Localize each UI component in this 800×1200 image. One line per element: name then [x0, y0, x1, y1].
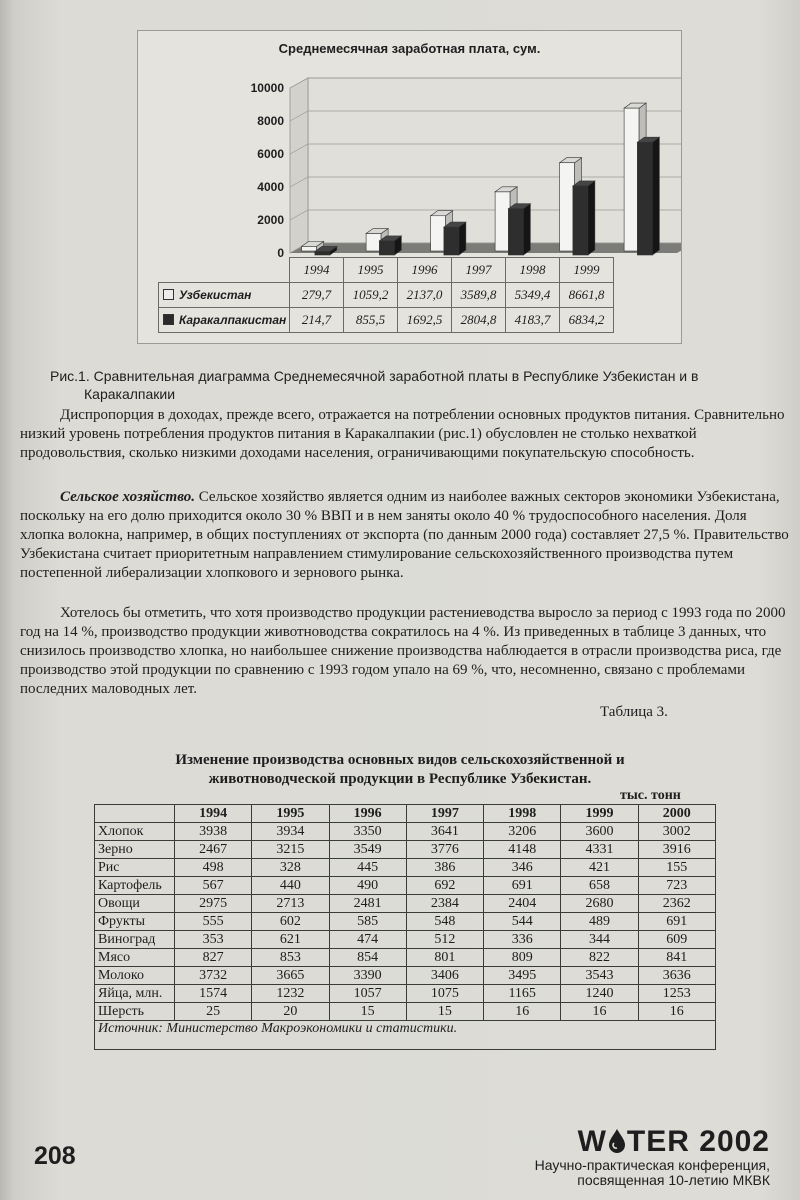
table-cell: 3776	[406, 841, 483, 859]
table-row	[95, 895, 716, 913]
table-cell: 1075	[406, 985, 483, 1003]
year-header: 1995	[252, 805, 329, 823]
table-cell: 155	[638, 859, 715, 877]
bar-front	[379, 241, 394, 255]
figure-caption	[50, 367, 790, 403]
chart-year-cell: 1999	[560, 258, 614, 283]
table-cell: 691	[638, 913, 715, 931]
bar-front	[560, 163, 575, 251]
table-cell: 3549	[329, 841, 406, 859]
table-cell: 801	[406, 949, 483, 967]
table-cell: 3934	[252, 823, 329, 841]
table-row	[95, 841, 716, 859]
paragraph-text: Хотелось бы отметить, что хотя производство продукции растениеводства выросло за период с 1993 года по 2000 год на 14 %, производство продукции животноводства сократилось на 4 %. Из приведенных в таблице 3 данных, что снизилось производство хлопка, но наибольшее снижение производства наблюдается в отрасли производства риса, где производство этой продукции по сравнению с 1993 годом упало на 69 %, что, несомненно, связано с проблемами последних маловодных лет.	[20, 605, 786, 697]
year-header: 1994	[175, 805, 252, 823]
table-cell: 1574	[175, 985, 252, 1003]
table-cell: 490	[329, 877, 406, 895]
chart-year-cell: 1997	[452, 258, 506, 283]
table-corner	[95, 805, 175, 823]
bar-front	[573, 186, 588, 255]
table-cell: 3665	[252, 967, 329, 985]
bar-front	[508, 209, 523, 255]
legend-uzbekistan	[159, 283, 290, 308]
chart-value-cell: 4183,7	[506, 308, 560, 333]
table-cell: 3732	[175, 967, 252, 985]
table-cell: 2481	[329, 895, 406, 913]
bar-front	[315, 251, 330, 255]
table-cell: 658	[561, 877, 638, 895]
table-unit: тыс. тонн	[620, 788, 681, 803]
table-cell: 1232	[252, 985, 329, 1003]
table-cell: 489	[561, 913, 638, 931]
y-tick-label: 8000	[257, 114, 284, 128]
chart-value-cell: 2804,8	[452, 308, 506, 333]
table-cell: 15	[406, 1003, 483, 1021]
table-cell: 723	[638, 877, 715, 895]
bar-front	[624, 108, 639, 251]
table-cell: 544	[484, 913, 561, 931]
year-header: 1999	[561, 805, 638, 823]
table-row	[95, 949, 716, 967]
bar-front	[302, 246, 317, 251]
chart-value-cell: 1059,2	[344, 283, 398, 308]
year-header: 2000	[638, 805, 715, 823]
table-cell: 854	[329, 949, 406, 967]
table-cell: 548	[406, 913, 483, 931]
y-tick-label: 4000	[257, 180, 284, 194]
row-name: Яйца, млн.	[95, 985, 175, 1003]
table-cell: 2467	[175, 841, 252, 859]
paragraph	[20, 488, 790, 583]
row-name: Овощи	[95, 895, 175, 913]
bar-side	[523, 204, 530, 255]
bar-front	[495, 192, 510, 251]
table-cell: 440	[252, 877, 329, 895]
table-cell: 3495	[484, 967, 561, 985]
table-title-line: животноводческой продукции в Республике Узбекистан.	[208, 771, 592, 787]
table-cell: 4331	[561, 841, 638, 859]
table-cell: 498	[175, 859, 252, 877]
y-tick-label: 6000	[257, 147, 284, 161]
paragraph	[20, 604, 790, 699]
table-cell: 3600	[561, 823, 638, 841]
table-cell: 386	[406, 859, 483, 877]
table-cell: 827	[175, 949, 252, 967]
table-cell: 809	[484, 949, 561, 967]
table-cell: 3215	[252, 841, 329, 859]
chart-value-cell: 2137,0	[398, 283, 452, 308]
table-cell: 445	[329, 859, 406, 877]
row-name: Шерсть	[95, 1003, 175, 1021]
chart-value-cell: 214,7	[290, 308, 344, 333]
table-body	[95, 823, 716, 1021]
chart-value-cell: 3589,8	[452, 283, 506, 308]
table-cell: 3938	[175, 823, 252, 841]
table-cell: 16	[561, 1003, 638, 1021]
table-cell: 1253	[638, 985, 715, 1003]
table-cell: 4148	[484, 841, 561, 859]
table-cell: 346	[484, 859, 561, 877]
chart-table-years-row	[159, 258, 614, 283]
legend-swatch-light	[163, 289, 174, 300]
table-cell: 3350	[329, 823, 406, 841]
table-cell: 3206	[484, 823, 561, 841]
row-name: Картофель	[95, 877, 175, 895]
table-cell: 621	[252, 931, 329, 949]
table-cell: 567	[175, 877, 252, 895]
table-cell: 2680	[561, 895, 638, 913]
y-tick-label: 10000	[250, 81, 284, 95]
table-cell: 602	[252, 913, 329, 931]
legend-swatch-dark	[163, 314, 174, 325]
chart-value-cell: 5349,4	[506, 283, 560, 308]
paragraph	[20, 406, 790, 463]
table-cell: 853	[252, 949, 329, 967]
table-row	[95, 877, 716, 895]
table-cell: 15	[329, 1003, 406, 1021]
table-cell: 421	[561, 859, 638, 877]
bar-side	[588, 181, 595, 255]
table-cell: 2362	[638, 895, 715, 913]
table-cell: 2404	[484, 895, 561, 913]
table-cell: 2713	[252, 895, 329, 913]
table-cell: 474	[329, 931, 406, 949]
table-row	[95, 967, 716, 985]
table-cell: 3636	[638, 967, 715, 985]
y-tick-label: 2000	[257, 213, 284, 227]
paragraph-text: Диспропорция в доходах, прежде всего, отражается на потреблении основных продуктов питания. Сравнительно низкий уровень потребления продуктов питания в Каракалпакии (рис.1) обусловлен не столько нехваткой продовольствия, сколько низкими доходами населения, ограничивающими покупательскую способность.	[20, 407, 785, 461]
table-cell: 1057	[329, 985, 406, 1003]
year-header: 1998	[484, 805, 561, 823]
chart-value-cell: 855,5	[344, 308, 398, 333]
chart-value-cell: 1692,5	[398, 308, 452, 333]
logo-letter: W	[577, 1125, 607, 1158]
table-cell: 841	[638, 949, 715, 967]
conference-branding	[500, 1126, 770, 1188]
table-cell: 512	[406, 931, 483, 949]
chart-plot	[138, 31, 681, 259]
table-row	[95, 823, 716, 841]
paragraph-text: Сельское хозяйство является одним из наиболее важных секторов экономики Узбекистана, поскольку на его долю приходится около 30 % ВВП и в нем заняты около 40 % трудоспособного населения. Доля хлопка волокна, например, в общих поступлениях от экспорта (по данным 2000 года) составляет 27,5 %. Правительство Узбекистана считает приоритетным направлением стимулирование сельскохозяйственного производства путем постепенной либерализации хлопкового и зернового рынка.	[20, 489, 789, 581]
table-cell: 2384	[406, 895, 483, 913]
table-row	[95, 913, 716, 931]
chart-year-cell: 1994	[290, 258, 344, 283]
chart-table-corner	[159, 258, 290, 283]
year-header: 1996	[329, 805, 406, 823]
table-cell: 555	[175, 913, 252, 931]
row-name: Хлопок	[95, 823, 175, 841]
table-cell: 1165	[484, 985, 561, 1003]
chart-data-table	[158, 257, 614, 333]
table-cell: 3406	[406, 967, 483, 985]
table-cell: 3641	[406, 823, 483, 841]
table-title	[130, 751, 670, 789]
water-2002-logo	[500, 1126, 770, 1158]
salary-chart	[137, 30, 682, 344]
bar-front	[431, 216, 446, 251]
row-name: Зерно	[95, 841, 175, 859]
table-row	[95, 931, 716, 949]
conference-line: посвященная 10-летию МКВК	[577, 1172, 770, 1188]
caption-line: Рис.1. Сравнительная диаграмма Среднемесячной заработной платы в Республике Узбекистан и в	[50, 368, 699, 384]
row-name: Мясо	[95, 949, 175, 967]
year-header: 1997	[406, 805, 483, 823]
table-row	[95, 859, 716, 877]
chart-title: Среднемесячная заработная плата, сум.	[278, 41, 541, 56]
table-cell: 692	[406, 877, 483, 895]
table-cell: 328	[252, 859, 329, 877]
bar-side	[652, 137, 659, 255]
chart-floor	[290, 243, 681, 253]
chart-value-cell: 279,7	[290, 283, 344, 308]
conference-line: Научно-практическая конференция,	[534, 1157, 770, 1173]
table-title-line: Изменение производства основных видов сельскохозяйственной и	[175, 752, 625, 768]
table-cell: 2975	[175, 895, 252, 913]
table-cell: 25	[175, 1003, 252, 1021]
chart-value-cell: 6834,2	[560, 308, 614, 333]
table-cell: 16	[638, 1003, 715, 1021]
chart-year-cell: 1995	[344, 258, 398, 283]
table-row	[95, 1003, 716, 1021]
table-cell: 20	[252, 1003, 329, 1021]
table-cell: 585	[329, 913, 406, 931]
table-cell: 609	[638, 931, 715, 949]
table-cell: 16	[484, 1003, 561, 1021]
chart-table-series-row	[159, 308, 614, 333]
table-cell: 3002	[638, 823, 715, 841]
table-source: Источник: Министерство Макроэкономики и статистики.	[95, 1021, 716, 1050]
chart-side-wall	[290, 78, 308, 253]
table-cell: 353	[175, 931, 252, 949]
row-name: Молоко	[95, 967, 175, 985]
table-source-row	[95, 1021, 716, 1050]
production-table	[94, 804, 716, 1050]
chart-year-cell: 1996	[398, 258, 452, 283]
row-name: Фрукты	[95, 913, 175, 931]
bar-front	[444, 227, 459, 255]
legend-label: Каракалпакистан	[179, 313, 287, 327]
row-name: Виноград	[95, 931, 175, 949]
table-cell: 3390	[329, 967, 406, 985]
table-cell: 822	[561, 949, 638, 967]
table-cell: 344	[561, 931, 638, 949]
row-name: Рис	[95, 859, 175, 877]
table-cell: 336	[484, 931, 561, 949]
water-drop-icon	[607, 1128, 627, 1154]
table-label: Таблица 3.	[600, 704, 668, 720]
y-tick-label: 0	[277, 246, 284, 259]
table-cell: 1240	[561, 985, 638, 1003]
chart-table-series-row	[159, 283, 614, 308]
table-cell: 691	[484, 877, 561, 895]
bar-side	[459, 222, 466, 255]
bar-front	[637, 142, 652, 255]
chart-value-cell: 8661,8	[560, 283, 614, 308]
chart-year-cell: 1998	[506, 258, 560, 283]
table-cell: 3916	[638, 841, 715, 859]
legend-karakalpakistan	[159, 308, 290, 333]
page-number: 208	[34, 1142, 76, 1170]
bar-front	[366, 234, 381, 251]
caption-line: Каракалпакии	[84, 386, 176, 402]
legend-label: Узбекистан	[179, 288, 252, 302]
table-header-row	[95, 805, 716, 823]
paragraph-heading: Сельское хозяйство.	[60, 489, 195, 505]
logo-text: TER 2002	[626, 1125, 770, 1158]
table-row	[95, 985, 716, 1003]
table-cell: 3543	[561, 967, 638, 985]
